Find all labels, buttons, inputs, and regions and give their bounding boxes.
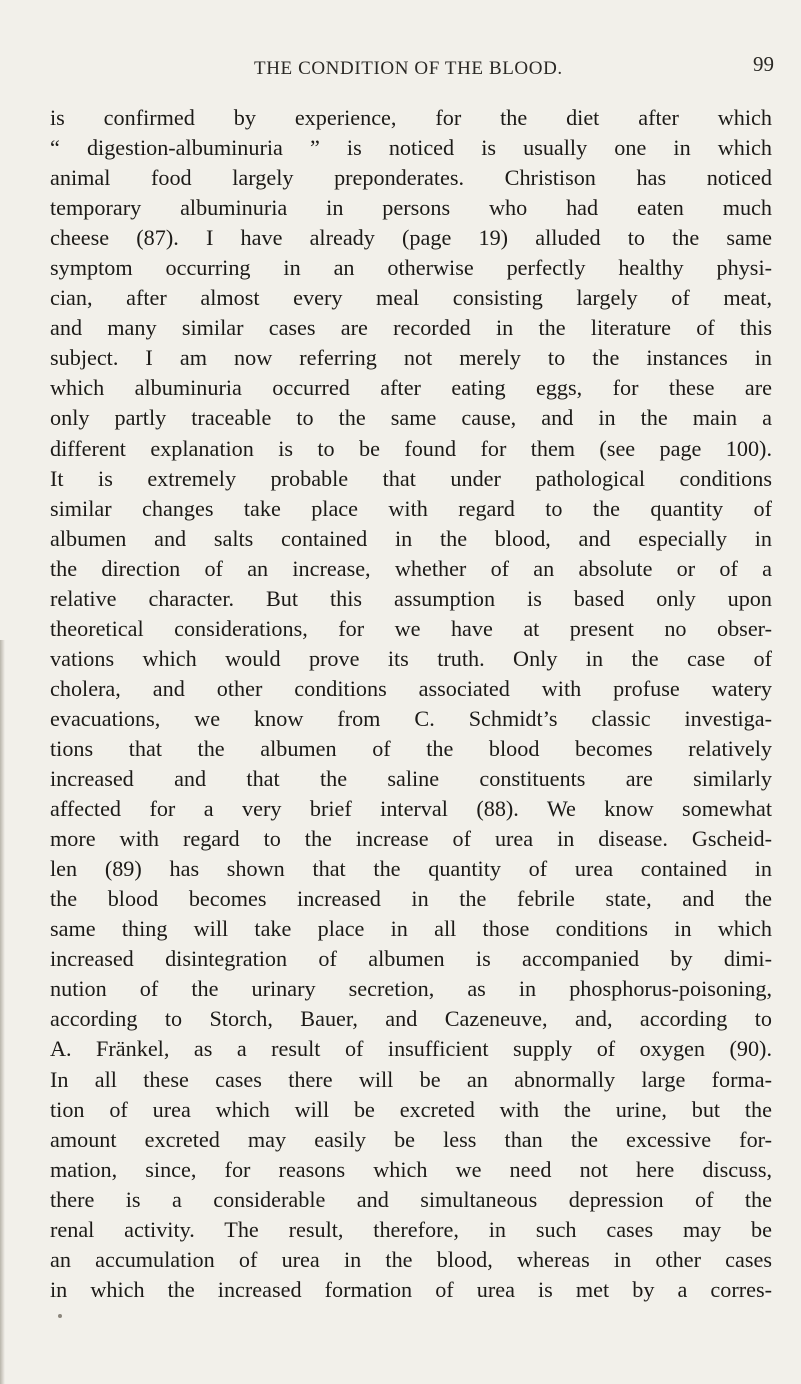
text-line: relative character. But this assumption is based only upon bbox=[50, 585, 772, 611]
text-line: same thing will take place in all those conditions in which bbox=[50, 916, 772, 942]
text-line: renal activity. The result, therefore, in such cases may be bbox=[50, 1216, 772, 1242]
page-edge-shadow bbox=[0, 640, 5, 1384]
running-title: THE CONDITION OF THE BLOOD. bbox=[254, 58, 563, 79]
text-line: albumen and salts contained in the blood, and especially in bbox=[50, 525, 772, 551]
text-line: only partly traceable to the same cause, and in the main a bbox=[50, 405, 772, 431]
text-line: there is a considerable and simultaneous depression of the bbox=[50, 1186, 772, 1212]
text-line: affected for a very brief interval (88). We know somewhat bbox=[50, 796, 772, 822]
text-line: an accumulation of urea in the blood, whereas in other cases bbox=[50, 1246, 772, 1272]
text-line: vations which would prove its truth. Only in the case of bbox=[50, 645, 772, 671]
text-line: theoretical considerations, for we have at present no obser- bbox=[50, 615, 772, 641]
ink-speck bbox=[58, 1314, 62, 1318]
text-line: the direction of an increase, whether of an absolute or of a bbox=[50, 555, 772, 581]
text-line: cian, after almost every meal consisting largely of meat, bbox=[50, 285, 772, 311]
text-line: is confirmed by experience, for the diet after which bbox=[50, 105, 772, 130]
text-line: mation, since, for reasons which we need not here discuss, bbox=[50, 1156, 772, 1182]
text-line: In all these cases there will be an abnormally large forma- bbox=[50, 1066, 772, 1092]
text-line: similar changes take place with regard to the quantity of bbox=[50, 495, 772, 521]
text-line: It is extremely probable that under pathological conditions bbox=[50, 465, 772, 491]
text-line: len (89) has shown that the quantity of urea contained in bbox=[50, 856, 772, 882]
text-line: subject. I am now referring not merely to the instances in bbox=[50, 345, 772, 371]
text-line: A. Fränkel, as a result of insufficient supply of oxygen (90). bbox=[50, 1036, 772, 1062]
text-line: in which the increased formation of urea is met by a corres- bbox=[50, 1276, 772, 1302]
text-line: increased and that the saline constituents are similarly bbox=[50, 766, 772, 792]
text-line: which albuminuria occurred after eating eggs, for these are bbox=[50, 375, 772, 401]
text-line: the blood becomes increased in the febrile state, and the bbox=[50, 886, 772, 912]
body-paragraph bbox=[50, 103, 772, 1305]
text-line: and many similar cases are recorded in the literature of this bbox=[50, 315, 772, 341]
text-line: evacuations, we know from C. Schmidt’s classic investiga- bbox=[50, 705, 772, 731]
text-line: more with regard to the increase of urea in disease. Gscheid- bbox=[50, 826, 772, 852]
text-line: different explanation is to be found for them (see page 100). bbox=[50, 435, 772, 461]
text-line: nution of the urinary secretion, as in phosphorus-poisoning, bbox=[50, 976, 772, 1002]
page-header bbox=[0, 52, 801, 86]
text-line: temporary albuminuria in persons who had eaten much bbox=[50, 195, 772, 221]
text-line: “ digestion-albuminuria ” is noticed is usually one in which bbox=[50, 135, 772, 161]
text-line: animal food largely preponderates. Christison has noticed bbox=[50, 165, 772, 191]
text-line: increased disintegration of albumen is accompanied by dimi- bbox=[50, 946, 772, 972]
text-line: tion of urea which will be excreted with the urine, but the bbox=[50, 1096, 772, 1122]
page-number: 99 bbox=[753, 52, 774, 76]
text-line: tions that the albumen of the blood becomes relatively bbox=[50, 735, 772, 761]
text-line: cholera, and other conditions associated with profuse watery bbox=[50, 675, 772, 701]
text-line: according to Storch, Bauer, and Cazeneuve, and, according to bbox=[50, 1006, 772, 1032]
text-line: amount excreted may easily be less than the excessive for- bbox=[50, 1126, 772, 1152]
text-line: symptom occurring in an otherwise perfectly healthy physi- bbox=[50, 255, 772, 281]
text-line: cheese (87). I have already (page 19) alluded to the same bbox=[50, 225, 772, 251]
